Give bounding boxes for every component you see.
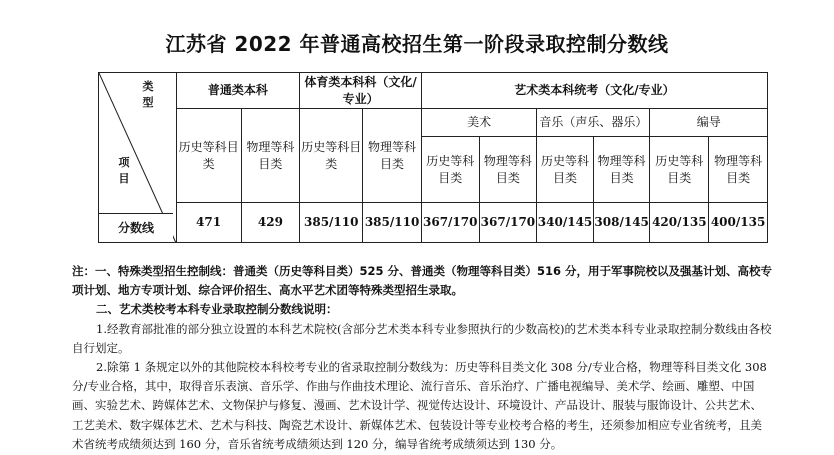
col-history-putong: 历史等科目类 bbox=[176, 109, 241, 203]
note-art-p1: 1.经教育部批准的部分独立设置的本科艺术院校(含部分艺术类本科专业参照执行的少数高校)的艺术类本科专业录取控制分数线由各校自行划定。 bbox=[72, 321, 772, 355]
score-cell: 385/110 bbox=[363, 203, 422, 243]
row-label-score: 分数线 bbox=[99, 213, 173, 242]
score-cell: 367/170 bbox=[421, 203, 479, 243]
score-cell: 420/135 bbox=[650, 203, 709, 243]
corner-type-label: 类型 bbox=[142, 80, 154, 109]
col-physics-putong: 物理等科目类 bbox=[241, 109, 300, 203]
col-history-yinyue: 历史等科目类 bbox=[537, 137, 594, 203]
note-art-title: 二、艺术类校考本科专业录取控制分数线说明： bbox=[96, 302, 338, 317]
group-yishu: 艺术类本科统考（文化/专业） bbox=[421, 73, 767, 109]
score-cell: 400/135 bbox=[709, 203, 768, 243]
score-cell: 308/145 bbox=[593, 203, 650, 243]
notes-section bbox=[72, 262, 772, 454]
score-cell: 340/145 bbox=[537, 203, 594, 243]
page-title: 江苏省 2022 年普通高校招生第一阶段录取控制分数线 bbox=[165, 32, 669, 56]
col-history-meishu: 历史等科目类 bbox=[421, 137, 479, 203]
col-physics-meishu: 物理等科目类 bbox=[479, 137, 537, 203]
score-table bbox=[98, 72, 768, 243]
score-cell: 471 bbox=[176, 203, 241, 243]
score-cell: 429 bbox=[241, 203, 300, 243]
group-putong: 普通类本科 bbox=[176, 73, 300, 109]
col-physics-biandao: 物理等科目类 bbox=[709, 137, 768, 203]
col-history-tiyu: 历史等科目类 bbox=[300, 109, 363, 203]
col-physics-tiyu: 物理等科目类 bbox=[363, 109, 422, 203]
sub-meishu: 美术 bbox=[421, 109, 536, 137]
sub-biandao: 编导 bbox=[650, 109, 768, 137]
corner-item-label: 项目 bbox=[118, 156, 130, 185]
group-tiyu: 体育类本科科（文化/专业） bbox=[300, 73, 422, 109]
sub-yinyue: 音乐（声乐、器乐） bbox=[537, 109, 650, 137]
col-physics-yinyue: 物理等科目类 bbox=[593, 137, 650, 203]
note-art-p2: 2.除第 1 条规定以外的其他院校本科校考专业的省录取控制分数线为：历史等科目类文化 308 分/专业合格，物理等科目类文化 308 分/专业合格，其中，取得音乐表演、音乐学、作曲与作曲技术理论、流行音乐、音乐治疗、广播电视编导、美术学、绘画、雕塑、中国画、实验艺术、跨媒体艺术、文物保护与修复、漫画、艺术设计学、视觉传达设计、环境设计、产品设计、服装与服饰设计、公共艺术、工艺美术、数字媒体艺术、艺术与科技、陶瓷艺术设计、新媒体艺术、包装设计等专业校考合格的考生，还须参加相应专业省统考，且美术省统考成绩须达到 160 分，音乐省统考成绩须达到 120 分，编导省统考成绩须达到 130 分。 bbox=[72, 360, 767, 451]
col-history-biandao: 历史等科目类 bbox=[650, 137, 709, 203]
score-cell: 367/170 bbox=[479, 203, 537, 243]
note-special: 注：一、特殊类型招生控制线：普通类（历史等科目类）525 分、普通类（物理等科目类）516 分，用于军事院校以及强基计划、高校专项计划、地方专项计划、综合评价招生、高水平艺术团等特殊类型招生录取。 bbox=[72, 264, 773, 298]
score-cell: 385/110 bbox=[300, 203, 363, 243]
